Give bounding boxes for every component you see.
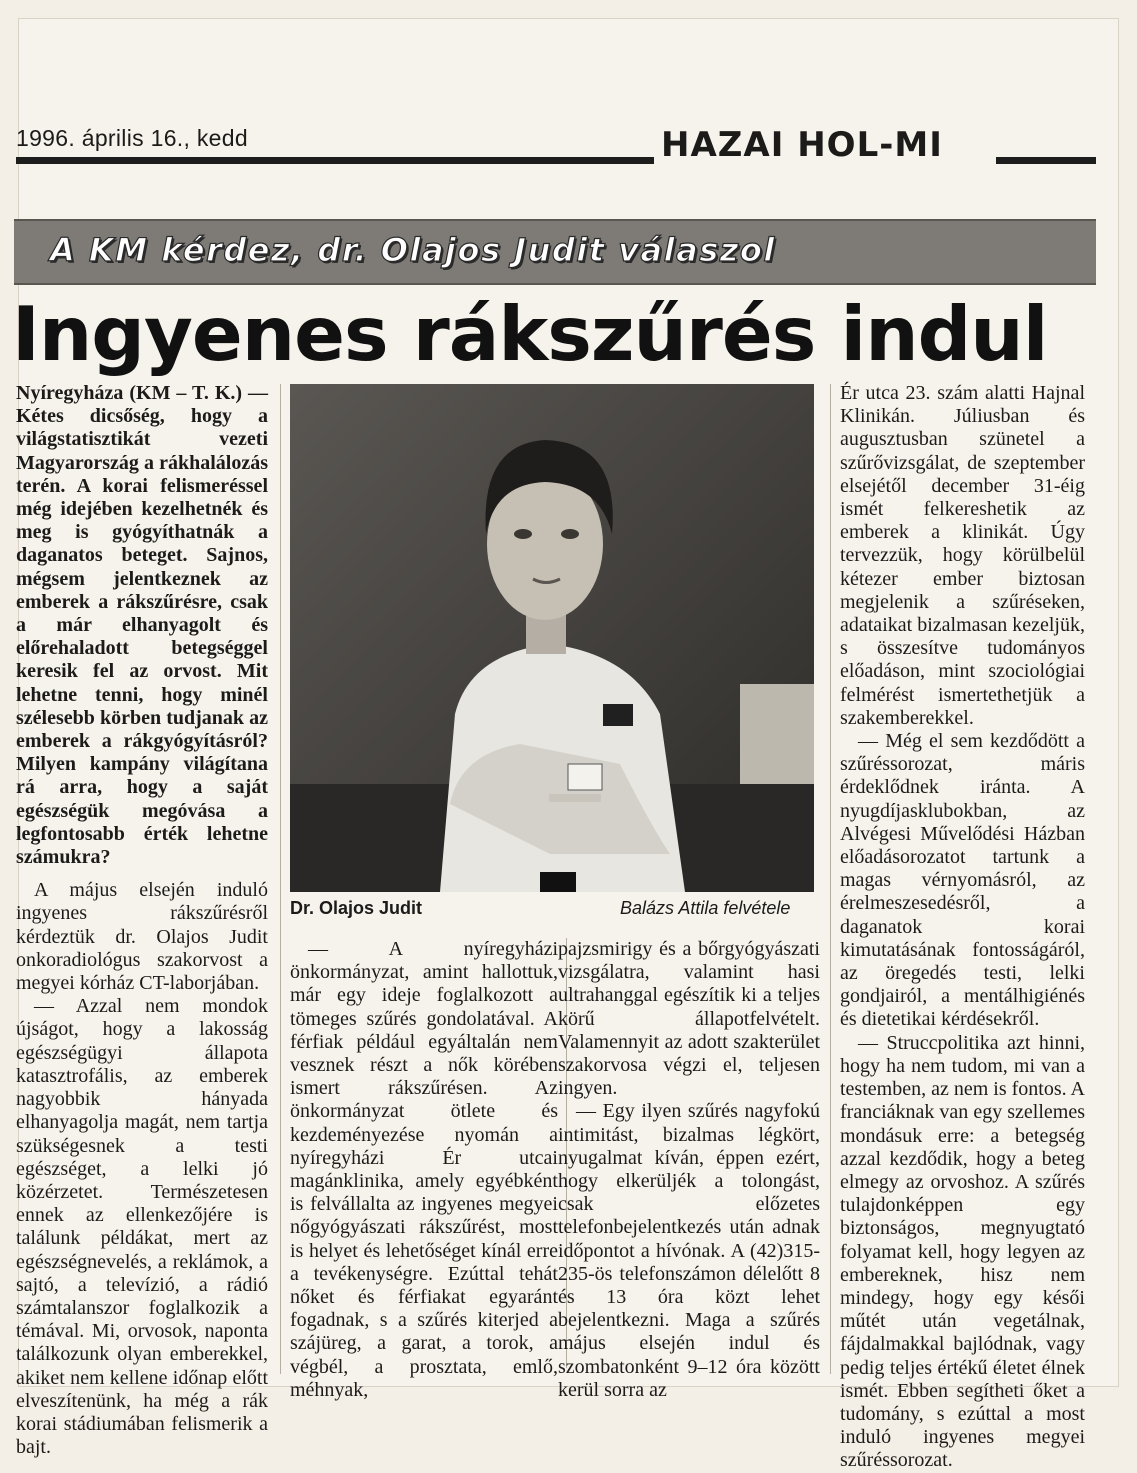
portrait-illustration xyxy=(290,384,814,892)
masthead-rule-left xyxy=(16,157,654,164)
column-3 xyxy=(558,938,820,1402)
article-kicker: A KM kérdez, dr. Olajos Judit válaszol xyxy=(50,231,776,269)
body-paragraph: A május elsején induló ingyenes rákszűrésről kérdeztük dr. Olajos Judit onkoradiológus szakorvost a megyei kórház CT-laborjában. xyxy=(16,879,268,995)
photo-caption: Dr. Olajos Judit xyxy=(290,898,423,918)
column-4 xyxy=(840,382,1085,1473)
body-paragraph: — A nyíregyházi önkormányzat, amint hallottuk, már egy ideje foglalkozott a tömeges szűrés gondolatával. A férfiak például egyáltalán nem vesznek részt a nők körében ismert rákszűrésen. Az önkormányzat ötlete és kezdeményezése nyomán a nyíregyházi Ér utcai magánklinika, amely egyébként is felvállalta az ingyenes megyei nőgyógyászati rákszűrést, most is helyet és lehetőséget kínál erre a tevékenységre. Ezúttal tehát nőket és férfiakat egyaránt fogadnak, s a szűrés kiterjed a szájüreg, a garat, a torok, a végbél, a prosztata, emlő, méhnyak, xyxy=(290,938,558,1401)
page-masthead xyxy=(16,125,1086,165)
column-divider xyxy=(830,384,831,1374)
body-paragraph: — Struccpolitika azt hinni, hogy ha nem tudom, mi van a testemben, az nem is fontos. A franciáknak van egy szellemes mondásuk erre: a betegség azzal kezdődik, hogy a beteg elmegy az orvoshoz. A szűrés tulajdonképpen egy biztonságos, megnyugtató folyamat kell, hogy legyen az embereknek, hisz nem mindegy, hogy egy késői műtét után vegetálnak, fájdalmakkal bajlódnak, vagy pedig teljes értékű életet élnek ismét. Ebben segítheti őket a tudomány, s ezúttal a most induló ingyenes megyei szűréssorozat. xyxy=(840,1031,1085,1472)
body-paragraph: — Még el sem kezdődött a szűréssorozat, máris érdeklődnek iránta. A nyugdíjasklubokban, az Alvégesi Művelődési Házban előadásorozatot tartunk a magas vérnyomásról, az érelmeszesedésről, a daganatok korai kimutatásának fontosságáról, az öregedés testi, lelki gondjairól, a mentálhigiénés és dietetikai kérdésekről. xyxy=(840,730,1085,1031)
column-2 xyxy=(290,938,558,1402)
body-paragraph: Ér utca 23. szám alatti Hajnal Klinikán. Júliusban és augusztusban szünetel a szűrővizsgálat, de szeptember elsejétől december 31-éig ismét felkereshetik az emberek a klinikát. Úgy tervezzük, hogy körülbelül kétezer ember biztosan megjelenik a szűréseken, adataikat bizalmasan kezeljük, s összesítve tudományos előadáson, mint szociológiai felmérést ismertethetjük a szakemberekkel. xyxy=(840,382,1085,729)
issue-date: 1996. április 16., kedd xyxy=(16,125,248,151)
kicker-banner xyxy=(14,219,1096,285)
section-label: HAZAI HOL-MI xyxy=(661,125,943,165)
body-paragraph: pajzsmirigy és a bőrgyógyászati vizsgálatra, valamint hasi ultrahanggal egészítik ki a teljes körű állapotfelvételt. Valamennyit az adott szakterület szakorvosa végzi el, teljesen ingyen. xyxy=(558,938,820,1100)
masthead-rule-right xyxy=(996,157,1096,164)
body-paragraph: — Azzal nem mondok újságot, hogy a lakosság egészségügyi állapota katasztrofális, az emberek nagyobbik hányada elhanyagolja magát, nem tartja szükségesnek a testi egészséget, a lelki jó közérzetet. Természetesen ennek az ellenkezőjére is találunk példákat, mert az egészségnevelés, a reklámok, a sajtó, a televízió, a rádió számtalanszor foglalkozik a témával. Mi, orvosok, naponta találkozunk olyan emberekkel, akiket nem kellene időnap előtt elveszítenünk, ha még a rák korai stádiumában felismerik a bajt. xyxy=(16,995,268,1459)
body-paragraph: — Egy ilyen szűrés nagyfokú intimitást, bizalmas légkört, nyugalmat kíván, éppen ezért, hogy elkerüljék a tolongást, csak előzetes telefonbejelentkezés után adnak időpontot a hívónak. A (42)315-235-ös telefonszámon délelőtt 8 és 13 óra közt lehet bejelentkezni. Maga a szűrés május elsején indul és szombatonként 9–12 óra között kerül sorra az xyxy=(558,1100,820,1401)
column-divider xyxy=(280,384,281,1374)
photo-credit: Balázs Attila felvétele xyxy=(620,898,791,918)
column-1 xyxy=(16,382,268,1459)
portrait-photo xyxy=(290,384,814,892)
article-headline: Ingyenes rákszűrés indul xyxy=(12,290,1048,378)
lead-paragraph: Nyíregyháza (KM – T. K.) — Kétes dicsőség, hogy a világstatisztikát vezeti Magyarország a rákhalálozás terén. A korai felismeréssel még idejében kezelhetnék és meg is gyógyíthatnák a daganatos beteget. Sajnos, mégsem jelentkeznek az emberek a rákszűrésre, csak a már elhanyagolt és előrehaladott betegséggel keresik fel az orvost. Mit lehetne tenni, hogy minél szélesebb körben tudjanak az emberek a rákgyógyításról? Milyen kampány világítana rá arra, hogy a saját egészségük megóvása a legfontosabb érték lehetne számukra? xyxy=(16,382,268,869)
